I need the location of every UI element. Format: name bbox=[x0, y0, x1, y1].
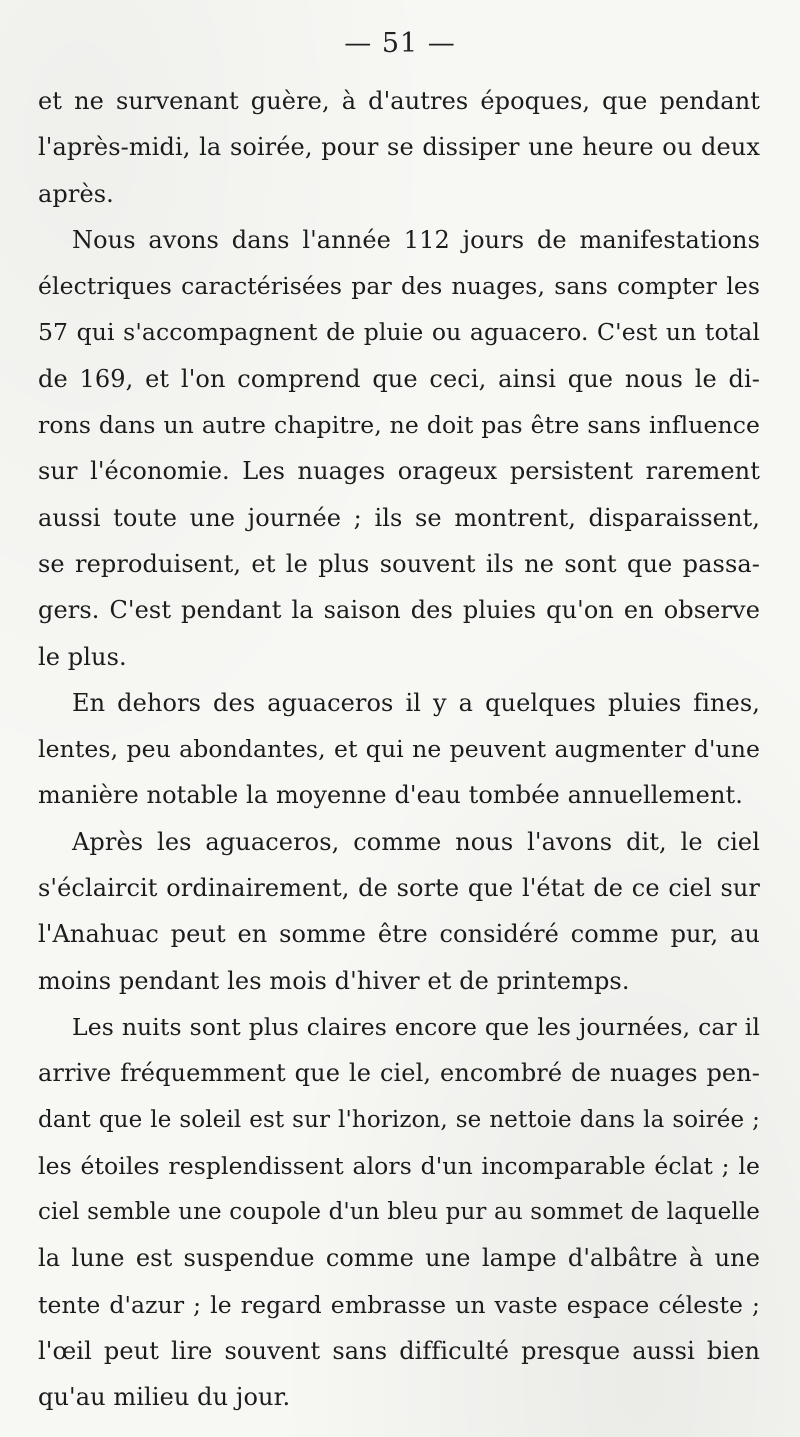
text-line: gers. C'est pendant la saison des pluies qu'on en observe bbox=[38, 596, 760, 625]
text-line: la lune est suspendue comme une lampe d'albâtre à une bbox=[38, 1244, 760, 1273]
text-line: ciel semble une coupole d'un bleu pur au sommet de laquelle bbox=[38, 1199, 760, 1226]
text-line: le plus. bbox=[38, 642, 127, 671]
body-text bbox=[38, 78, 760, 1421]
text-line: sur l'économie. Les nuages orageux persistent rarement bbox=[38, 457, 760, 486]
text-line: qu'au milieu du jour. bbox=[38, 1383, 291, 1412]
text-line: se reproduisent, et le plus souvent ils ne sont que passa- bbox=[38, 549, 760, 578]
page-number: — 51 — bbox=[344, 28, 456, 59]
text-line: après. bbox=[38, 179, 114, 208]
text-line: rons dans un autre chapitre, ne doit pas être sans influence bbox=[38, 411, 760, 440]
text-line: les étoiles resplendissent alors d'un incomparable éclat ; le bbox=[38, 1151, 760, 1180]
text-line: Les nuits sont plus claires encore que les journées, car il bbox=[72, 1012, 760, 1041]
text-line: électriques caractérisées par des nuages, sans compter les bbox=[38, 272, 760, 301]
text-line: tente d'azur ; le regard embrasse un vaste espace céleste ; bbox=[38, 1290, 760, 1319]
text-line: moins pendant les mois d'hiver et de printemps. bbox=[38, 966, 630, 995]
text-line: l'après-midi, la soirée, pour se dissiper une heure ou deux bbox=[38, 133, 760, 162]
text-line: dant que le soleil est sur l'horizon, se nettoie dans la soirée ; bbox=[38, 1106, 760, 1133]
text-line: arrive fréquemment que le ciel, encombré de nuages pen- bbox=[38, 1059, 760, 1088]
text-line: s'éclaircit ordinairement, de sorte que l'état de ce ciel sur bbox=[38, 874, 760, 903]
text-line: l'œil peut lire souvent sans difficulté presque aussi bien bbox=[38, 1337, 760, 1366]
text-line: 57 qui s'accompagnent de pluie ou aguacero. C'est un total bbox=[38, 318, 760, 347]
text-line: Nous avons dans l'année 112 jours de manifestations bbox=[72, 225, 760, 254]
text-line: l'Anahuac peut en somme être considéré comme pur, au bbox=[38, 920, 760, 949]
text-line: Après les aguaceros, comme nous l'avons dit, le ciel bbox=[72, 827, 760, 856]
text-line: lentes, peu abondantes, et qui ne peuvent augmenter d'une bbox=[38, 735, 760, 764]
text-line: En dehors des aguaceros il y a quelques pluies fines, bbox=[72, 688, 760, 717]
text-line: aussi toute une journée ; ils se montrent, disparaissent, bbox=[38, 503, 760, 532]
text-line: de 169, et l'on comprend que ceci, ainsi que nous le di- bbox=[38, 364, 760, 393]
text-line: et ne survenant guère, à d'autres époques, que pendant bbox=[38, 87, 760, 115]
text-line: manière notable la moyenne d'eau tombée annuellement. bbox=[38, 781, 744, 810]
